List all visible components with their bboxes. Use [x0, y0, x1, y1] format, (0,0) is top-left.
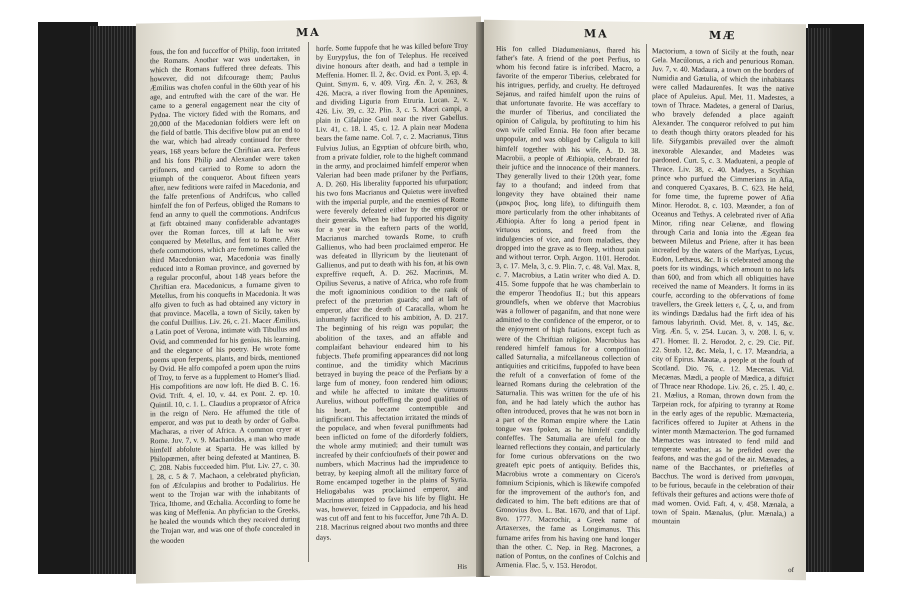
left-running-head: MA	[296, 25, 321, 40]
left-page-column-1: fous, the fon and fucceffor of Philip, foon irritated the Romans. Another war was undertaken, in which the Romans fuffered three defeats. This however, did not difcourage them; Paulus Æmilius was chofen conful in the 60th year of his age, and entrufted with the care of the war. He came to a general engagement near the city of Pydna. The victory fided with the Romans, and 20,000 of the Macedonian foldiers were left on the field of battle. This decifive blow put an end to the war, which had already continued for three years, 168 years before the Chriftian æra. Perfeus and his fons Philip and Alexander were taken prifoners, and carried to Rome to adorn the triumph of the conqueror. About fifteen years after, new feditions were raifed in Macedonia, and the falfe pretenfions of Andrifcus, who called himfelf the fon of Perfeus, obliged the Romans to fend an army to quell the commotions. Andrifcus at firft obtained many confiderable advantages over the Roman forces, till at laft he was conquered by Metellus, and fent to Rome. After thefe commotions, which are fometimes called the third Macedonian war, Macedonia was finally reduced into a Roman province, and governed by a regular proconful, about 148 years before the Chriftian era. Macedonicus, a furname given to Metellus, from his conquefts in Macedonia. It was alfo given to fuch as had obtained any victory in that province. Macella, a town of Sicily, taken by the conful Duillius. Liv. 26, c. 21. Macer Æmilius, a Latin poet of Verona, intimate with Tibullus and Ovid, and commended for his genius, his learning, and the elegance of his poetry. He wrote fome poems upon ferpents, plants, and birds, mentioned by Ovid. He alfo compofed a poem upon the ruins of Troy, to ferve as a fupplement to Homer's Iliad. His compofitions are now loft. He died B. C. 16. Ovid. Trift. 4, el. 10, v. 44. ex Pont. 2. ep. 10. Quintil. 10, c. 1. L. Claudius a proprætor of Africa in the reign of Nero. He affumed the title of emperor, and was put to death by order of Galba. Macharas, a river of Africa. A common cryer at Rome. Juv. 7, v. 9. Machanidas, a man who made himfelf abfolute at Sparta. He was killed by Philopœmen, after being defeated at Mantinea, B. C. 208. Nabis fucceeded him. Plut. Liv. 27, c. 30. l. 28, c. 5 & 7. Machaon, a celebrated phyfician, fon of Æfculapius and brother to Podalirius. He went to the Trojan war with the inhabitants of Trica, Ithome, and Œchalia. According to fome he was king of Meffenia. An phyfician to the Greeks, he healed the wounds which they received during the Trojan war, and was one of thofe concealed in the wooden	[150, 44, 300, 545]
right-running-head-2: MÆ	[709, 28, 737, 43]
right-page-column-1: His fon called Diadumenianus, fhared his father's fate. A friend of the poet Perfius, to whom his fecond fatire is infcribed. Macro, a favorite of the emperor Tiberius, celebrated for his intrigues, perfidy, and cruelty. He deftroyed Sejanus, and raifed himfelf upon the ruins of that unfortunate favorite. He was acceffary to the murder of Tiberius, and conciliated the opinion of Caligula, by proftituting to him his own wife called Ennia. He foon after became unpopular, and was obliged by Caligula to kill himfelf together with his wife, A. D. 38. Macrobii, a people of Æthiopia, celebrated for their juftice and the innocence of their manners. They generally lived to their 120th year, fome fay to a thoufand; and indeed from that longevity they have obtained their name (μακρος βιος, long life), to diftinguifh them more particularly from the other inhabitants of Æthiopia. After fo long a period fpent in virtuous actions, and freed from the indulgencies of vice, and from maladies, they dropped into the grave as to fleep, without pain and without terror. Orph. Argon. 1101. Herodot. 3, c. 17. Mela, 3, c. 9. Plin. 7, c. 48. Val. Max. 8, c. 7. Macrobius, a Latin writer who died A. D. 415. Some fuppofe that he was chamberlain to the emperor Theodofius II.; but this appears groundlefs, when we obferve that Macrobius was a follower of paganifm, and that none were admitted to the confidence of the emperor, or to the enjoyment of high ftations, except fuch as were of the Chriftian religion. Macrobius has rendered himfelf famous for a compofition called Saturnalia, a mifcellaneous collection of antiquities and criticifms, fuppofed to have been the refult of a converfation of fome of the learned Romans during the celebration of the Saturnalia. This was written for the ufe of his fon, and he had lately which the author has often introduced, proves that he was not born in a part of the Roman empire where the Latin tongue was fpoken, as he himfelf candidly confeffes. The Saturnalia are ufeful for the learned reflections they contain, and particularly for fome curious obfervations on the two greateft epic poets of antiquity. Befides this, Macrobius wrote a commentary on Cicero's fomnium Scipionis, which is likewife compofed for the improvement of the author's fon, and dedicated to him. The beft editions are that of Gronovius 8vo. L. Bat. 1670, and that of Lipf. 8vo. 1777. Macrochir, a Greek name of Artaxerxes, the fame as Longimanus. This furname arifes from his having one hand longer than the other. C. Nep. in Reg. Macrones, a nation of Pontus, on the confines of Colchis and Armenia. Flac. 5, v. 153. Herodot.	[496, 43, 640, 571]
page-edges-right	[802, 28, 832, 572]
book-cover-left	[38, 22, 98, 574]
left-column-rule	[308, 42, 309, 562]
right-page	[484, 20, 806, 580]
right-page-column-2: Mactorium, a town of Sicily at the fouth, near Gela. Macúlonus, a rich and penurious Roman. Juv. 7, v. 40. Madaura, a town on the borders of Numidia and Gætulia, of which the inhabitants were called Madaurenfes. It was the native place of Apuleius. Apul. Met. 11. Madestes, a town of Thrace. Madetes, a general of Darius, who bravely defended a place againft Alexander. The conqueror refolved to put him to death though thirty orators pleaded for his life. Sifygambis prevailed over the almoft inexorable Alexander, and Madetes was pardoned. Curt. 5, c. 3. Maduateni, a people of Thrace. Liv. 38, c. 40. Madyes, a Scythian prince who purfued the Cimmerians in Afia, and conquered Cyaxares, B. C. 623. He held, for fome time, the fupreme power of Afia Minor. Herodot. 8, c. 103. Mæander, a fon of Oceanus and Tethys. A celebrated river of Afia Minor, rifing near Celænæ, and flowing through Caria and Ionia into the Ægean fea between Miletus and Priene, after it has been increafed by the waters of the Marfyas, Lycus, Eudon, Lethæus, &c. It is celebrated among the poets for its windings, which amount to no lefs than 600, and from which all obliquities have received the name of Meanders. It forms in its courfe, according to the obfervations of fome travellers, the Greek letters ε, ζ, ξ, ω, and from its windings Dædalus had the firft idea of his famous labyrinth. Ovid. Met. 8, v. 145, &c. Virg. Æn. 5, v. 254. Lucan. 3, v. 208. l. 6, v. 471. Homer. Il. 2. Herodot. 2, c. 29. Cic. Pif. 22. Strab. 12, &c. Mela, 1, c. 17. Mæandria, a city of Epirus. Mæatæ, a people at the fouth of Scotland. Dio. 76, c. 12. Mæcenas. Vid. Mecænas. Mædi, a people of Mædica, a diftrict of Thrace near Rhodope. Liv. 26, c. 25. l. 40, c. 21. Mælius, a Roman, thrown down from the Tarpeian rock, for afpiring to tyranny at Rome in the early ages of the republic. Mæmacteria, facrifices offered to Jupiter at Athens in the winter month Mæmacterion. The god furnamed Mæmactes was intreated to fend mild and temperate weather, as he prefided over the feafons, and was the god of the air. Mænades, a name of the Bacchantes, or prieftefles of Bacchus. The word is derived from μαινομαι, to be furious, becaufe in the celebration of their feftivals their geftures and actions were thofe of mad women. Ovid. Faft. 4, v. 458. Mænala, a town of Spain. Mænalus, (plur. Mænala,) a mountain	[652, 46, 794, 526]
left-page-column-2: horfe. Some fuppofe that he was killed before Troy by Eurypylus, the fon of Telephus. He received divine honours after death, and had a temple in Meffenia. Homer. Il. 2, &c. Ovid. ex Pont. 3, ep. 4. Quint. Smyrn. 6, v. 409. Virg. Æn. 2, v. 263, & 426. Macra, a river flowing from the Apennines, and dividing Liguria from Etruria. Lucan. 2, v. 426. Liv. 39, c. 32. Plin. 3, c. 5. Macri campi, a plain in Cifalpine Gaul near the river Gabellus. Liv. 41, c. 18. l. 45, c. 12. A plain near Modena bears the fame name. Col. 7, c. 2. Macrianus, Titus Fulvius Julius, an Egyptian of obfcure birth, who, from a private foldier, role to the higheft command in the army, and proclaimed himfelf emperor when Valerian had been made prifoner by the Perfians, A. D. 260. His liberality fupported his ufurpation; his two fons Macrianus and Quietus were invefted with the imperial purple, and the enemies of Rome were feverely defeated either by the emperor or their generals. When he had fupported his dignity for a year in the eaftern parts of the world, Macrianus marched towards Rome, to crufh Gallienus, who had been proclaimed emperor. He was defeated in Illyricum by the lieutenant of Gallienus, and put to death with his fon, at his own expreffive requeft, A. D. 262. Macrinus, M. Opilius Severus, a native of Africa, who rofe from the moft ignominious condition to the rank of prefect of the prætorian guards; and at laft of emperor, after the death of Caracalla, whom he inhumanly facrificed to his ambition, A. D. 217. The beginning of his reign was popular; the abolition of the taxes, and an affable and complaifant behaviour endeared him to his fubjects. Thefe promifing appearances did not long continue, and the timidity which Macrinus betrayed in buying the peace of the Perfians by a large fum of money, foon rendered him odious; and while he affected to imitate the virtuous Aurelius, without poffeffing the good qualities of his heart, he became contemptible and infignificant. This affectation irritated the minds of the populace, and when feveral punifhments had been inflicted on fome of the diforderly foldiers, the whole army mutinied; and their tumult was increafed by their confcioufnefs of their power and numbers, which Macrinus had the imprudence to betray, by keeping almoft all the military force of Rome encamped together in the plains of Syria. Heliogabalus was proclaimed emperor, and Macrinus attempted to fave his life by flight. He was, however, feized in Cappadocia, and his head was cut off and fent to his fucceffor, June 7th A. D. 218. Macrinus reigned about two months and three days.	[316, 40, 468, 542]
right-running-head-1: MA	[584, 27, 609, 41]
page-edges-left	[90, 26, 138, 574]
right-column-rule	[646, 44, 647, 562]
open-book	[38, 12, 864, 587]
right-catchword: of	[788, 565, 794, 575]
left-page	[136, 16, 481, 583]
left-catchword: His	[457, 562, 467, 571]
